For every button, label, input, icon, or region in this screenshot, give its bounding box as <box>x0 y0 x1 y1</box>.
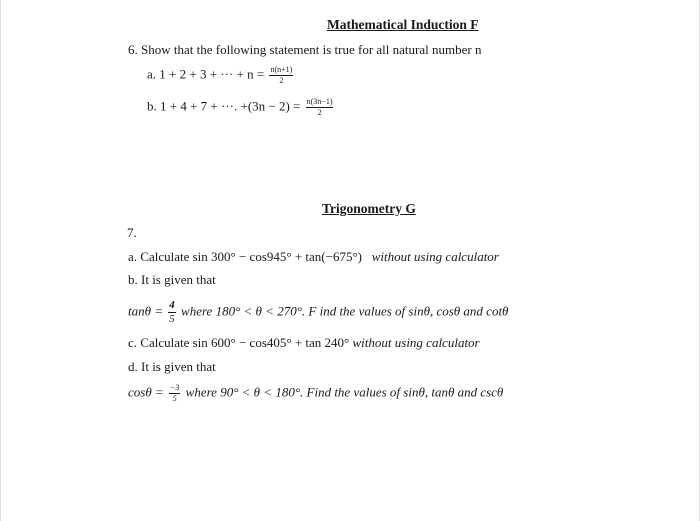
question-6b-fraction <box>306 98 334 117</box>
tan-denominator: 5 <box>169 313 175 325</box>
induction-title: Mathematical Induction F <box>327 17 479 32</box>
question-7-number: 7. <box>127 225 137 240</box>
question-6b-label: b. <box>147 98 157 114</box>
question-6-text: 6. Show that the following statement is true for all natural number n <box>128 42 482 57</box>
question-6a-numerator: n(n+1) <box>270 65 293 74</box>
question-7c-note: without using calculator <box>352 335 480 350</box>
question-7b-given <box>128 300 508 325</box>
cos-lhs: cosθ = <box>128 384 164 400</box>
cos-fraction <box>169 384 180 403</box>
question-7a <box>128 249 499 265</box>
question-7b-text: b. It is given that <box>128 272 216 287</box>
tan-fraction <box>168 300 176 325</box>
question-6b-expression: 1 + 4 + 7 + ···. +(3n − 2) = <box>160 98 301 114</box>
question-7d-given <box>128 384 503 403</box>
question-7d-text: d. It is given that <box>128 359 216 374</box>
tan-numerator: 4 <box>169 299 175 311</box>
cos-denominator: 5 <box>172 394 177 403</box>
question-6b <box>147 98 335 117</box>
question-6b-denominator: 2 <box>317 108 322 117</box>
question-7c <box>128 335 480 351</box>
question-7a-text: a. Calculate sin 300° − cos945° + tan(−675°) <box>128 249 362 264</box>
trigonometry-title: Trigonometry G <box>322 201 416 216</box>
question-6a-expression: 1 + 2 + 3 + ··· + n = <box>159 66 265 82</box>
question-6a <box>147 66 295 85</box>
tan-condition: where 180° < θ < 270°. F ind the values of sinθ, cosθ and cotθ <box>181 303 509 319</box>
question-7c-text: c. Calculate sin 600° − cos405° + tan 240° <box>128 335 350 350</box>
question-6b-numerator: n(3n−1) <box>306 97 333 106</box>
question-6a-label: a. <box>147 66 157 82</box>
tan-lhs: tanθ = <box>128 303 164 319</box>
question-6a-fraction <box>269 66 293 85</box>
cos-condition: where 90° < θ < 180°. Find the values of sinθ, tanθ and cscθ <box>185 384 504 400</box>
cos-numerator: −3 <box>170 383 180 392</box>
question-7a-note: without using calculator <box>371 249 499 264</box>
question-6a-denominator: 2 <box>279 76 284 85</box>
